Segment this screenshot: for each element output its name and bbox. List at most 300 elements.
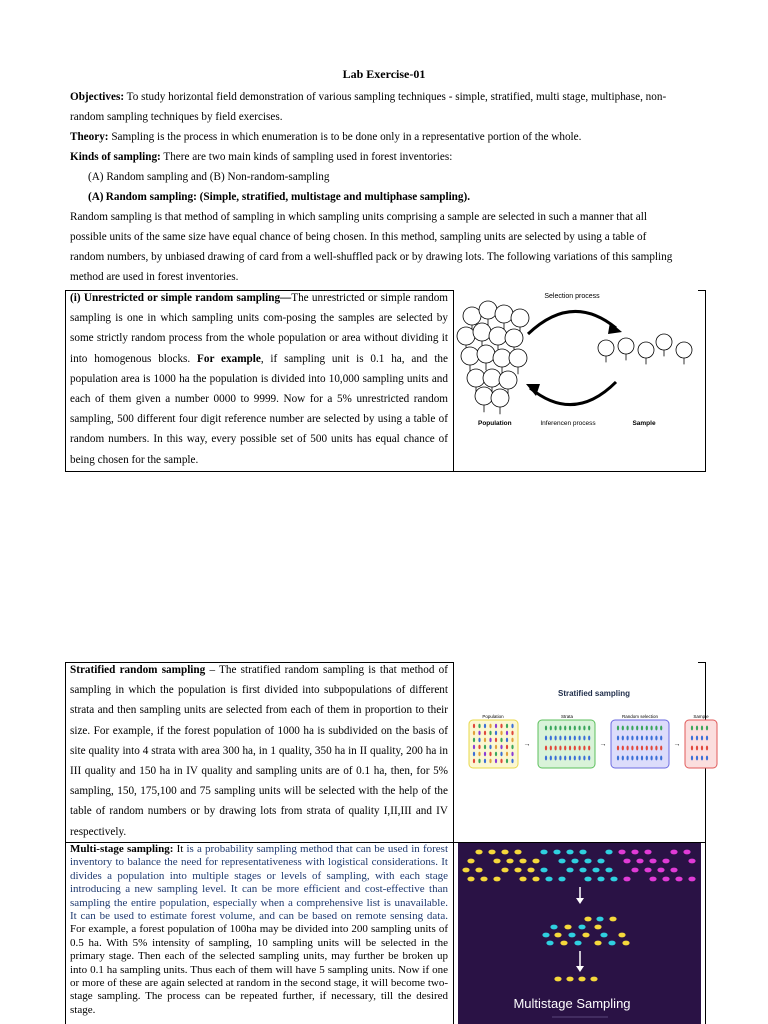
strata-dot [583, 726, 585, 731]
sample-dot [696, 746, 698, 751]
population-tree-crown [499, 371, 517, 389]
population-dot [511, 745, 513, 749]
population-dot [506, 752, 508, 756]
page-title: Lab Exercise-01 [342, 67, 426, 81]
ms-stage1-dot [649, 859, 656, 864]
selection-arrow-head [608, 322, 622, 334]
ms-stage1-dot [657, 868, 664, 873]
selection-dot [655, 746, 657, 751]
ms-stage1-dot [631, 868, 638, 873]
theory-label: Theory: [70, 131, 109, 143]
stratified-sampling-figure [460, 676, 720, 776]
population-dot [506, 738, 508, 742]
population-tree-crown [463, 307, 481, 325]
strata-dot [564, 746, 566, 751]
selection-dot [627, 726, 629, 731]
ms-stage2-dot [546, 941, 553, 946]
ms-stage1-dot [514, 850, 521, 855]
strata-dot [574, 736, 576, 741]
population-tree-crown [475, 387, 493, 405]
population-tree-crown [491, 389, 509, 407]
sample-dot [701, 726, 703, 731]
strata-dot [550, 746, 552, 751]
simple-text: The unrestricted or simple random sampling is one in which sampling units com-posing the samples are selected by some strictly random process from the whole population or area without dividing it into homogenous blocks. [70, 292, 448, 365]
population-tree-crown [493, 349, 511, 367]
ms-stage1-dot [532, 877, 539, 882]
ms-stage1-dot [688, 877, 695, 882]
selection-dot [651, 746, 653, 751]
population-dot [511, 731, 513, 735]
ms-stage2-dot [618, 933, 625, 938]
ms-stage1-dot [506, 859, 513, 864]
multistage-caption: Multistage Sampling [513, 996, 631, 1011]
selection-dot [646, 736, 648, 741]
strat-label-random-selection: Random selection [621, 714, 659, 719]
population-dot [506, 731, 508, 735]
objectives-text-2: random sampling techniques by field exercises. [70, 111, 283, 123]
theory-text: Sampling is the process in which enumeration is to be done only in a representative portion of the whole. [108, 131, 582, 143]
ms-stage2-dot [568, 933, 575, 938]
kinds-item-1: (A) Random sampling and (B) Non-random-sampling [88, 171, 330, 183]
ms-stage1-dot [605, 868, 612, 873]
ms-stage3-dot [554, 977, 561, 982]
simple-sampling-figure [456, 292, 702, 468]
ms-stage1-dot [662, 859, 669, 864]
simple-example-label: For example [197, 352, 261, 365]
ms-stage1-dot [662, 877, 669, 882]
objectives-label: Objectives: [70, 91, 125, 103]
ms-stage1-dot [675, 877, 682, 882]
multistage-text-1: It [173, 843, 187, 855]
population-dot [478, 759, 480, 763]
random-line-2: possible units of the same size have equal chance of being chosen. In this method, sampling units are selected by using a table of [70, 231, 647, 243]
sample-dot [691, 726, 693, 731]
table1-mid-border [453, 290, 454, 472]
population-dot [473, 752, 475, 756]
selection-dot [617, 746, 619, 751]
strata-dot [574, 746, 576, 751]
population-dot [500, 738, 502, 742]
strata-dot [569, 726, 571, 731]
strat-arrow-1: → [523, 740, 531, 748]
selection-dot [655, 756, 657, 761]
random-line-1: Random sampling is that method of sampling in which sampling units comprising a sample are selected in such a manner that all [70, 211, 647, 223]
sample-label: Sample [632, 420, 656, 427]
population-dot [484, 738, 486, 742]
ms-stage1-dot [597, 877, 604, 882]
strata-dot [574, 726, 576, 731]
strata-dot [583, 736, 585, 741]
multistage-text-1b: is a probability sampling method that can be used in [186, 843, 420, 855]
ms-stage1-dot [670, 868, 677, 873]
population-tree-crown [479, 301, 497, 319]
ms-stage2-dot [609, 917, 616, 922]
ms-stage2-dot [594, 941, 601, 946]
selection-dot [660, 736, 662, 741]
population-dot [495, 752, 497, 756]
population-tree-crown [489, 327, 507, 345]
selection-dot [617, 736, 619, 741]
ms-stage1-dot [467, 877, 474, 882]
selection-dot [660, 726, 662, 731]
sample-tree-crown [676, 342, 692, 358]
ms-stage2-dot [554, 933, 561, 938]
sample-dot [706, 746, 708, 751]
population-tree-crown [473, 323, 491, 341]
population-dot [489, 759, 491, 763]
strata-dot [545, 726, 547, 731]
sample-tree-crown [638, 342, 654, 358]
population-dot [506, 759, 508, 763]
ms-stage1-dot [683, 850, 690, 855]
sample-tree-crown [656, 334, 672, 350]
ms-stage1-dot [475, 868, 482, 873]
population-dot [489, 745, 491, 749]
strat-label-strata: Strata [560, 714, 574, 719]
sample-tree-crown [598, 340, 614, 356]
selection-dot [646, 756, 648, 761]
population-dot [489, 724, 491, 728]
inference-arrow [530, 382, 616, 405]
ms-stage1-dot [566, 868, 573, 873]
ms-stage1-dot [540, 868, 547, 873]
ms-stage1-dot [644, 850, 651, 855]
strat-arrow-2: → [599, 740, 607, 748]
ms-stage2-dot [574, 941, 581, 946]
selection-dot [636, 746, 638, 751]
kinds-text: There are two main kinds of sampling used in forest inventories: [160, 151, 453, 163]
selection-dot [627, 736, 629, 741]
strata-dot [555, 756, 557, 761]
population-dot [484, 759, 486, 763]
selection-dot [646, 746, 648, 751]
ms-stage2-dot [608, 941, 615, 946]
ms-stage1-dot [519, 877, 526, 882]
population-dot [511, 752, 513, 756]
strata-dot [555, 736, 557, 741]
strata-dot [569, 756, 571, 761]
population-dot [473, 738, 475, 742]
table1-bottom-border [65, 471, 706, 472]
selection-dot [627, 756, 629, 761]
selection-dot [631, 726, 633, 731]
ms-stage1-dot [579, 868, 586, 873]
ms-stage1-dot [584, 877, 591, 882]
objectives-paragraph [70, 87, 698, 127]
population-dot [489, 731, 491, 735]
ms-stage2-dot [596, 917, 603, 922]
selection-arrow [528, 311, 616, 334]
ms-stage1-dot [501, 868, 508, 873]
strata-dot [579, 726, 581, 731]
ms-stage1-dot [631, 850, 638, 855]
sample-dot [701, 756, 703, 761]
ms-stage2-dot [622, 941, 629, 946]
sample-dot [691, 756, 693, 761]
selection-dot [622, 746, 624, 751]
population-dot [489, 738, 491, 742]
population-dot [506, 745, 508, 749]
population-dot [473, 724, 475, 728]
population-dot [478, 752, 480, 756]
strata-dot [583, 746, 585, 751]
population-dot [484, 731, 486, 735]
ms-stage1-dot [462, 868, 469, 873]
strata-dot [579, 736, 581, 741]
ms-stage1-dot [545, 877, 552, 882]
population-dot [473, 731, 475, 735]
ms-stage1-dot [584, 859, 591, 864]
strata-dot [564, 736, 566, 741]
population-tree-crown [511, 309, 529, 327]
ms-stage1-dot [688, 859, 695, 864]
population-dot [495, 724, 497, 728]
sample-dot [696, 756, 698, 761]
strata-dot [555, 746, 557, 751]
ms-stage1-dot [623, 877, 630, 882]
population-dot [511, 759, 513, 763]
ms-stage1-dot [558, 877, 565, 882]
ms-stage1-dot [527, 868, 534, 873]
strata-dot [564, 756, 566, 761]
selection-dot [651, 726, 653, 731]
ms-stage1-dot [597, 859, 604, 864]
objectives-text-1: To study horizontal field demonstration of various sampling techniques - simple, stratified, multi stage, multiphase, non- [124, 91, 667, 103]
population-dot [506, 724, 508, 728]
table2-left-border [65, 662, 66, 1024]
sample-dot [691, 746, 693, 751]
ms-stage2-dot [594, 925, 601, 930]
ms-stage1-dot [592, 868, 599, 873]
selection-dot [641, 756, 643, 761]
population-dot [478, 724, 480, 728]
sample-dot [691, 736, 693, 741]
selection-dot [622, 736, 624, 741]
population-dot [495, 745, 497, 749]
table2-mid-border [453, 662, 454, 1024]
ms-stage1-dot [558, 859, 565, 864]
sample-dot [706, 736, 708, 741]
selection-dot [631, 736, 633, 741]
selection-dot [660, 746, 662, 751]
population-dot [500, 759, 502, 763]
ms-stage2-dot [584, 917, 591, 922]
population-dot [500, 724, 502, 728]
ms-stage3-dot [578, 977, 585, 982]
strata-dot [559, 746, 561, 751]
strat-arrow-3: → [673, 740, 681, 748]
inference-process-label: Inferencen process [540, 420, 596, 427]
population-dot [500, 745, 502, 749]
theory-paragraph [70, 127, 698, 147]
population-dot [478, 731, 480, 735]
ms-stage1-dot [579, 850, 586, 855]
ms-stage1-dot [553, 850, 560, 855]
strata-dot [559, 736, 561, 741]
selection-dot [651, 736, 653, 741]
simple-text-2: , if sampling unit is 0.1 ha, and the population area is 1000 ha the population is divided into 10,000 sampling units and each of them given a number 0000 to 9999. Now for a 5% unrestricted random sampling, 500 different four digit reference number are selected by using a table of random numbers. In this way, every possible set of 500 units has equal chance of being chosen for the sample. [70, 352, 448, 466]
strata-dot [588, 736, 590, 741]
ms-stage2-dot [550, 925, 557, 930]
population-dot [484, 745, 486, 749]
selection-dot [646, 726, 648, 731]
ms-stage1-dot [532, 859, 539, 864]
selection-dot [617, 756, 619, 761]
multistage-sampling-figure [458, 843, 701, 1024]
population-dot [478, 745, 480, 749]
selection-dot [617, 726, 619, 731]
selection-dot [636, 736, 638, 741]
random-line-3: random numbers, by unbiased drawing of card from a well-shuffled pack or by drawing lots. The following variations of this sampling [70, 251, 673, 263]
kinds-item-2: (A) Random sampling: (Simple, stratified, multistage and multiphase sampling). [88, 191, 471, 203]
population-tree-crown [495, 305, 513, 323]
ms-stage1-dot [605, 850, 612, 855]
multistage-cell [70, 843, 448, 1017]
ms-stage1-dot [514, 868, 521, 873]
population-dot [484, 752, 486, 756]
kinds-label: Kinds of sampling: [70, 151, 161, 163]
stratified-text: – The stratified random sampling is that method of sampling in which the population is first divided into subpopulations of different strata and then sampling units are selected from each of them in proportion to their size. For example, if the forest population of 1000 ha is subdivided on the basis of site quality into 4 strata with area 300 ha, in 1 quality, 350 ha in II quality, 200 ha in III quality and 150 ha in IV quality and sampling units are of 0.1 ha, then, for 5% sampling, 150, 175,100 and 75 sampling units will be selected with the help of the table of random numbers or by drawing lots from strata of quality I,II,III and IV respectively. [70, 664, 448, 838]
population-tree-crown [483, 369, 501, 387]
population-box [469, 720, 518, 768]
ms-stage1-dot [649, 877, 656, 882]
sample-dot [706, 726, 708, 731]
strata-dot [559, 726, 561, 731]
population-tree-crown [461, 347, 479, 365]
strat-label-sample: Sample [693, 714, 709, 719]
population-dot [495, 738, 497, 742]
strata-dot [545, 756, 547, 761]
ms-stage2-dot [600, 933, 607, 938]
ms-stage1-dot [636, 859, 643, 864]
ms-stage1-dot [618, 850, 625, 855]
ms-stage2-dot [560, 941, 567, 946]
selection-dot [660, 756, 662, 761]
strata-dot [550, 736, 552, 741]
selection-dot [636, 756, 638, 761]
population-tree-crown [467, 369, 485, 387]
strata-dot [550, 726, 552, 731]
population-dot [484, 724, 486, 728]
strata-dot [588, 756, 590, 761]
population-tree-crown [477, 345, 495, 363]
ms-stage1-dot [480, 877, 487, 882]
simple-random-cell [70, 288, 448, 470]
selection-process-label: Selection process [544, 293, 600, 300]
ms-stage2-dot [564, 925, 571, 930]
strata-dot [588, 746, 590, 751]
ms-stage1-dot [493, 877, 500, 882]
selection-dot [651, 756, 653, 761]
selection-dot [636, 726, 638, 731]
strata-dot [545, 736, 547, 741]
sample-dot [701, 746, 703, 751]
strata-dot [555, 726, 557, 731]
selection-dot [655, 726, 657, 731]
stratified-cell [70, 660, 448, 842]
ms-stage2-dot [542, 933, 549, 938]
sample-dot [696, 736, 698, 741]
selection-dot [631, 756, 633, 761]
strata-dot [574, 756, 576, 761]
selection-dot [641, 726, 643, 731]
strata-dot [545, 746, 547, 751]
ms-stage1-dot [519, 859, 526, 864]
strata-dot [579, 746, 581, 751]
strata-dot [588, 726, 590, 731]
ms-stage1-dot [610, 877, 617, 882]
population-dot [500, 752, 502, 756]
selection-dot [641, 746, 643, 751]
stratified-figure-title: Stratified sampling [557, 689, 631, 698]
strata-dot [559, 756, 561, 761]
multistage-text-2: forest inventory to balance the need for representativeness with logistical considerations. [70, 843, 448, 869]
population-dot [511, 724, 513, 728]
ms-stage1-dot [670, 850, 677, 855]
simple-heading: (i) Unrestricted or simple random sampling— [70, 292, 292, 304]
ms-stage1-dot [475, 850, 482, 855]
population-trees [457, 301, 529, 414]
sample-trees [598, 334, 692, 364]
sample-dot [701, 736, 703, 741]
selection-dot [622, 726, 624, 731]
selection-dot [655, 736, 657, 741]
population-tree-crown [505, 329, 523, 347]
sample-dot [706, 756, 708, 761]
strata-dot [550, 756, 552, 761]
ms-stage1-dot [571, 859, 578, 864]
strata-dot [569, 746, 571, 751]
ms-stage3-dot [590, 977, 597, 982]
strata-dot [583, 756, 585, 761]
population-dot [511, 738, 513, 742]
multistage-text-3: It divides a population into multiple stages or levels of sampling, with each stage introducing a new sampling level. It can be more efficient and cost-effective than sampling the entire population, especially when a comprehensive list is unavailable. It can be used to estimate forest volume, and can be based on remote sensing data. [70, 856, 448, 923]
strata-dot [564, 726, 566, 731]
population-dot [495, 759, 497, 763]
selection-dot [641, 736, 643, 741]
table1-right-border [705, 290, 706, 472]
selection-dot [631, 746, 633, 751]
strata-dot [579, 756, 581, 761]
population-tree-crown [457, 327, 475, 345]
random-sampling-paragraph [70, 207, 698, 287]
ms-stage3-dot [566, 977, 573, 982]
sample-dot [696, 726, 698, 731]
population-tree-crown [509, 349, 527, 367]
random-line-4: method are used in forest inventories. [70, 271, 239, 283]
strat-label-population: Population [482, 714, 504, 719]
ms-stage1-dot [467, 859, 474, 864]
population-dot [473, 759, 475, 763]
multistage-heading: Multi-stage sampling: [70, 843, 174, 855]
table1-left-border [65, 290, 66, 472]
population-dot [495, 731, 497, 735]
ms-stage1-dot [501, 850, 508, 855]
sample-tree-crown [618, 338, 634, 354]
ms-stage1-dot [493, 859, 500, 864]
population-dot [478, 738, 480, 742]
population-dot [500, 731, 502, 735]
stratified-heading: Stratified random sampling [70, 664, 206, 676]
kinds-paragraph [70, 147, 698, 167]
selection-dot [627, 746, 629, 751]
ms-stage1-dot [488, 850, 495, 855]
selection-dot [622, 756, 624, 761]
population-dot [473, 745, 475, 749]
ms-stage1-dot [566, 850, 573, 855]
population-dot [489, 752, 491, 756]
ms-stage2-dot [582, 933, 589, 938]
